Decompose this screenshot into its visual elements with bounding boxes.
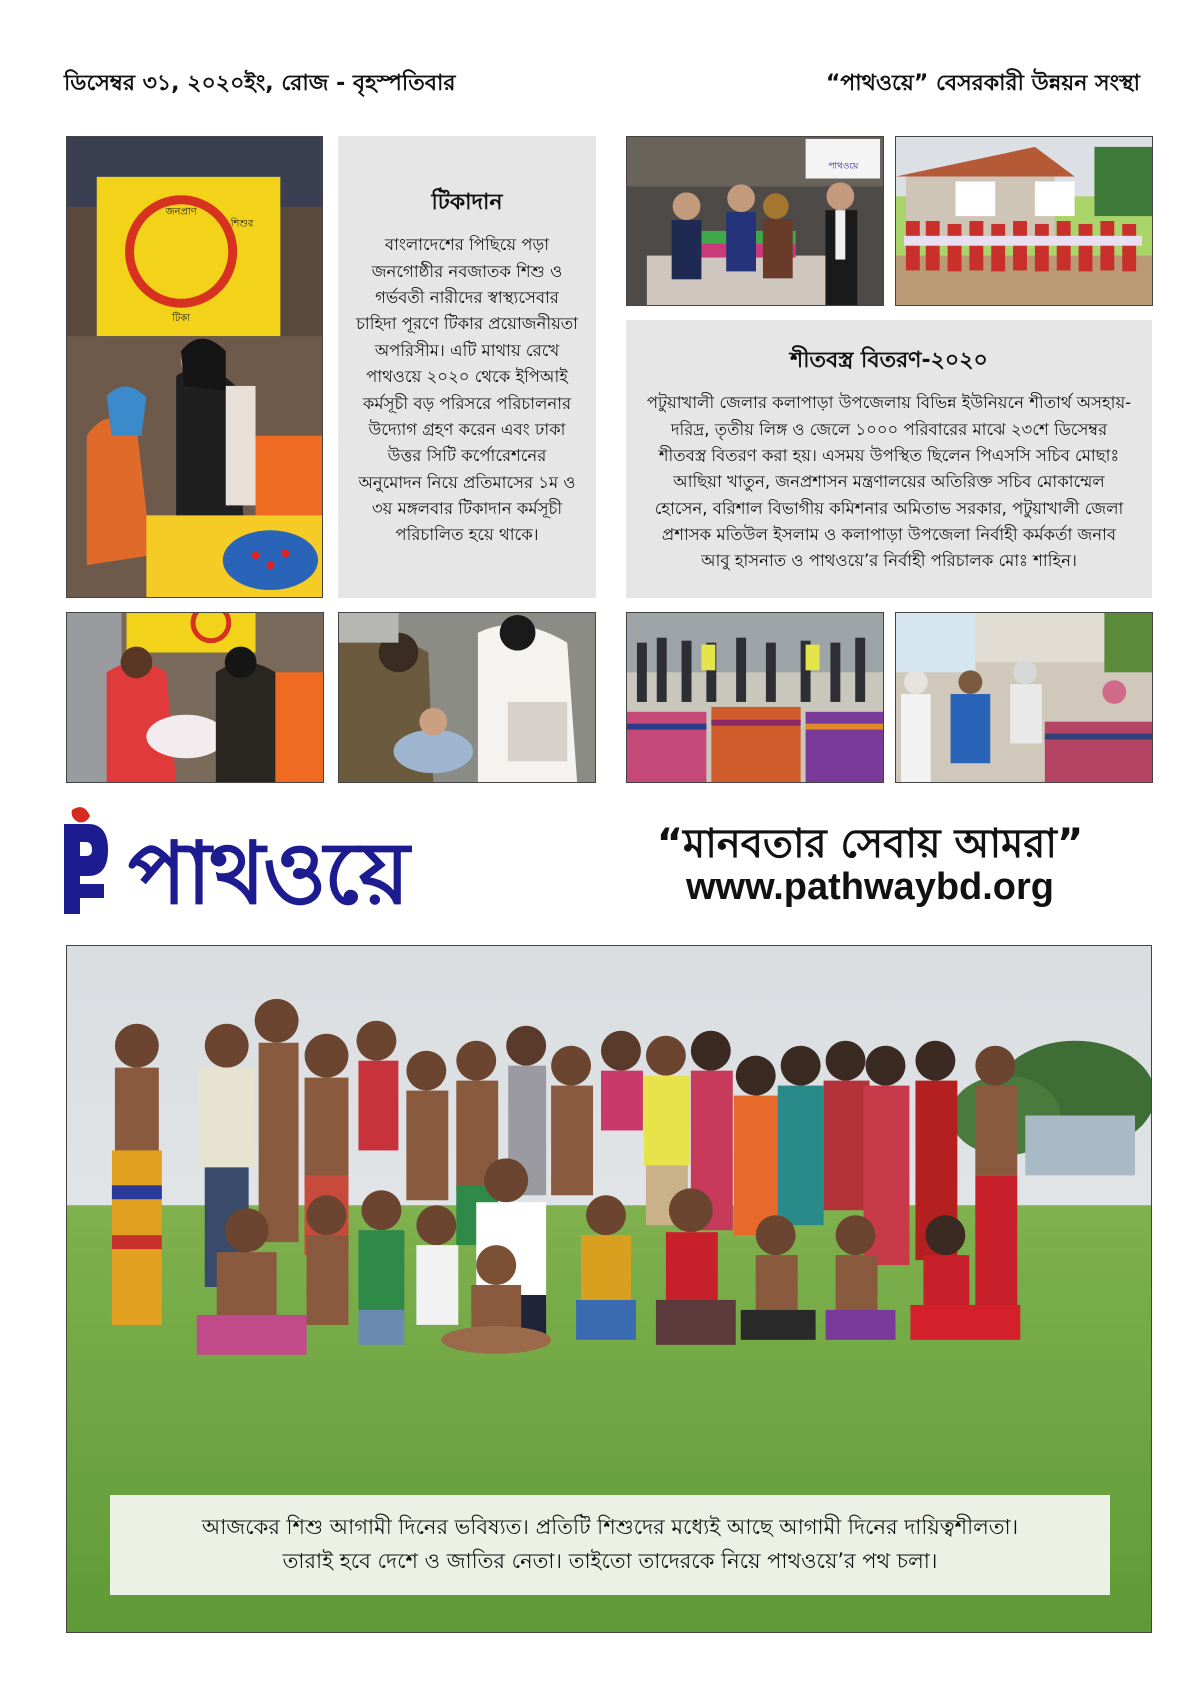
winter-clothes-article	[626, 320, 1152, 598]
banner-sign-text-2: শিশুর	[230, 218, 254, 230]
website-link[interactable]: www.pathwaybd.org	[685, 866, 1055, 908]
vaccination-article	[338, 136, 596, 598]
winter-photo-outdoor-group	[895, 136, 1153, 306]
vaccination-photo-infant	[66, 612, 324, 783]
winter-photo-blankets	[626, 612, 884, 783]
vaccination-body: বাংলাদেশের পিছিয়ে পড়া জনগোষ্ঠীর নবজাতক শিশু ও গর্ভবতী নারীদের স্বাস্থ্যসেবার চাহিদা পূরণে টিকার প্রয়োজনীয়তা অপরিসীম। এটি মাথায় রেখে পাথওয়ে ২০২০ থেকে ইপিআই কর্মসূচী বড় পরিসরে পরিচালনার উদ্যোগ গ্রহণ করেন এবং ঢাকা উত্তর সিটি কর্পোরেশনের অনুমোদন নিয়ে প্রতিমাসের ১ম ও ৩য় মঙ্গলবার টিকাদান কর্মসূচী পরিচালিত হয়ে থাকে।	[356, 235, 578, 545]
photo-caption	[110, 1495, 1110, 1595]
issue-date: ডিসেম্বর ৩১, ২০২০ইং, রোজ - বৃহস্পতিবার	[64, 71, 456, 96]
vaccination-title: টিকাদান	[431, 190, 503, 216]
vaccination-photo-main	[66, 136, 323, 598]
brand-name: পাথওয়ে	[128, 824, 408, 924]
winter-title: শীতবস্ত্র বিতরণ-২০২০	[790, 348, 988, 374]
pathway-logo-mark	[58, 806, 110, 914]
winter-photo-indoor	[626, 136, 884, 306]
winter-body: পটুয়াখালী জেলার কলাপাড়া উপজেলায় বিভিন্ন ইউনিয়নে শীতার্থ অসহায়-দরিদ্র, তৃতীয় লিঙ্গ ও জেলে ১০০০ পরিবারের মাঝে ২৩শে ডিসেম্বর শীতবস্ত্র বিতরণ করা হয়। এসময় উপস্থিত ছিলেন পিএসসি সচিব মোছাঃ আছিয়া খাতুন, জনপ্রশাসন মন্ত্রণালয়ের অতিরিক্ত সচিব মোকাম্মেল হোসেন, বরিশাল বিভাগীয় কমিশনার অমিতাভ সরকার, পটুয়াখালী জেলা প্রশাসক মতিউল ইসলাম ও কলাপাড়া উপজেলা নির্বাহী কর্মকর্তা জনাব আবু হাসনাত ও পাথওয়ে’র নির্বাহী পরিচালক মোঃ শাহিন।	[646, 393, 1132, 571]
winter-photo-handover	[895, 612, 1153, 783]
vaccination-photo-doctor	[338, 612, 596, 783]
banner-sign-text-1: জনপ্রাণ	[165, 206, 197, 218]
event-sign-text: পাথওয়ে	[828, 161, 859, 172]
brand-slogan: “মানবতার সেবায় আমরা”	[656, 821, 1084, 867]
organization-tagline: “পাথওয়ে” বেসরকারী উন্নয়ন সংস্থা	[825, 71, 1140, 96]
banner-sign-text-3: টিকা	[172, 313, 191, 325]
caption-line-1: আজকের শিশু আগামী দিনের ভবিষ্যত। প্রতিটি শিশুদের মধ্যেই আছে আগামী দিনের দায়িত্বশীলতা।	[201, 1515, 1019, 1540]
caption-line-2: তারাই হবে দেশে ও জাতির নেতা। তাইতো তাদেরকে নিয়ে পাথওয়ে’র পথ চলা।	[282, 1549, 938, 1573]
